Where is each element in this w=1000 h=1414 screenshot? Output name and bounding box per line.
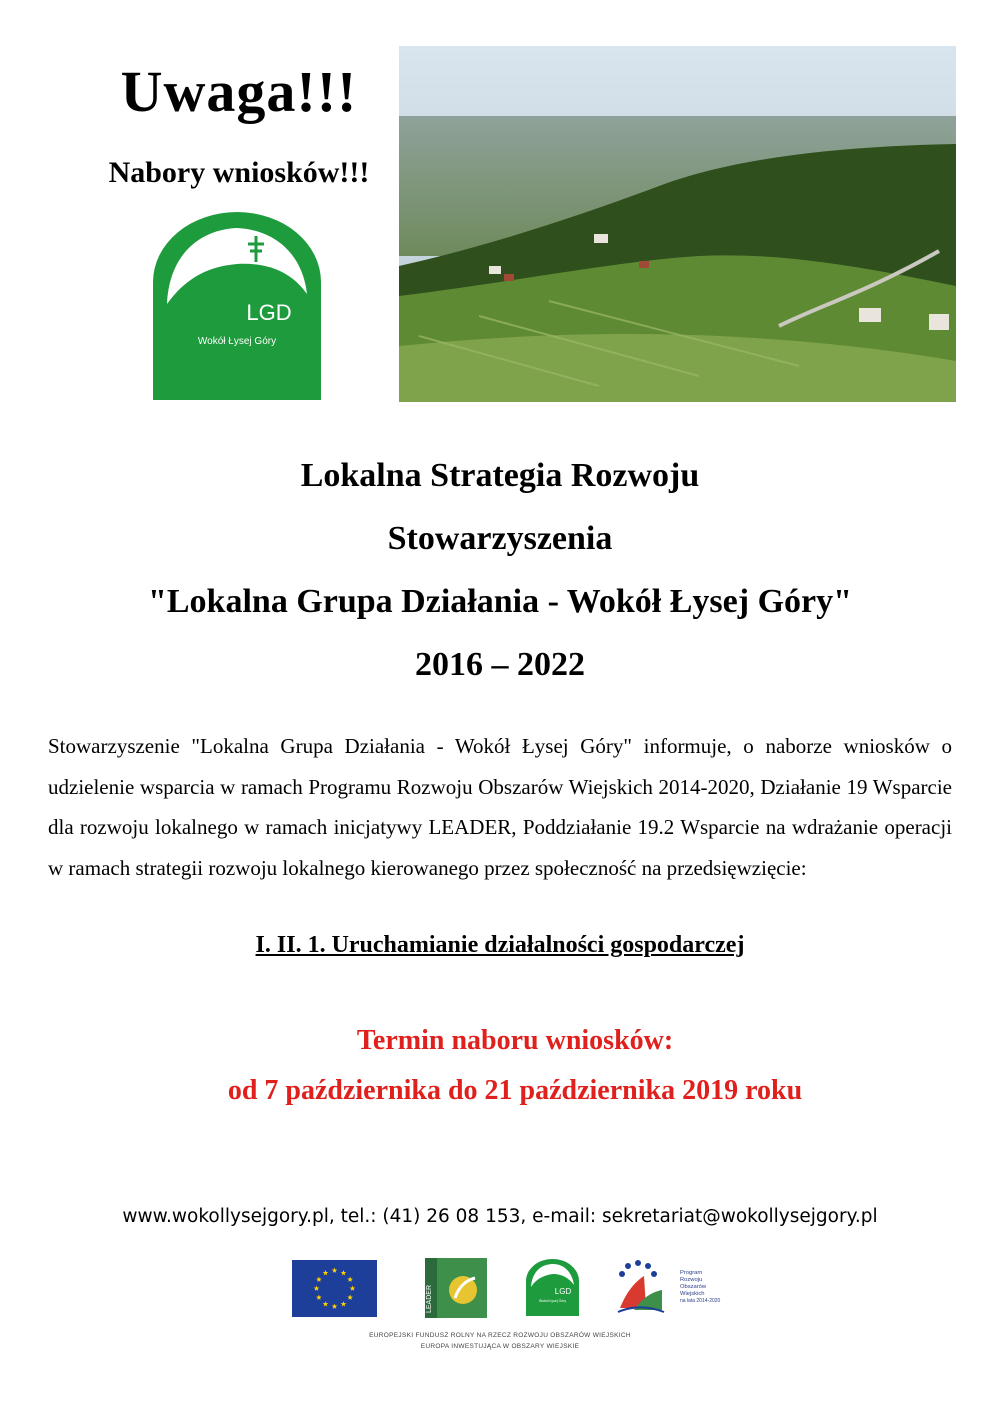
prow-line-4: Wiejskich [680,1291,705,1297]
prow-years: na lata 2014-2020 [680,1298,721,1304]
lgd-logo-name: Wokół Łysej Góry [197,336,277,347]
leader-logo-label: LEADER [426,1284,433,1313]
deadline-dates: od 7 października do 21 października 2019 roku [227,1075,803,1106]
operation-title: I. II. 1. Uruchamianie działalności gospodarczej [255,932,745,958]
landscape-photo [399,46,956,402]
prow-text [680,1270,740,1305]
footer-line-2: EUROPA INWESTUJĄCA W OBSZARY WIEJSKIE [420,1343,580,1350]
leader-logo [425,1258,487,1318]
heading-line-4: 2016 – 2022 [415,646,585,683]
deadline-label: Termin naboru wniosków: [356,1025,674,1056]
prow-logo [614,1258,666,1316]
announcement-paragraph: Stowarzyszenie "Lokalna Grupa Działania - Wokół Łysej Góry" informuje, o naborze wniosków o udzielenie wsparcia w ramach Programu Rozwoju Obszarów Wiejskich 2014-2020, Działanie 19 Wsparcie dla rozwoju lokalnego w ramach inicjatywy LEADER, Poddziałanie 19.2 Wsparcie na wdrażanie operacji w ramach strategii rozwoju lokalnego kierowanego przez społeczność na przedsięwzięcie: [48,734,952,881]
page-subtitle: Nabory wniosków!!! [108,156,370,189]
footer-line-1: EUROPEJSKI FUNDUSZ ROLNY NA RZECZ ROZWOJU OBSZARÓW WIEJSKICH [369,1332,631,1339]
lgd-small-name: Wokół Łysej Góry [538,1299,567,1303]
eu-footer [0,1330,1000,1352]
partner-logos [0,1258,1000,1320]
prow-line-1: Program [680,1270,703,1276]
lgd-small-abbr: LGD [554,1287,572,1296]
lgd-logo-abbr: LGD [246,300,292,325]
heading-line-1: Lokalna Strategia Rozwoju [300,457,700,494]
eu-flag-icon [292,1260,377,1317]
contact-line: www.wokollysejgory.pl, tel.: (41) 26 08 153, e-mail: sekretariat@wokollysejgory.pl [122,1206,878,1227]
deadline-section [30,1018,1000,1118]
page-title: Uwaga!!! [120,59,358,124]
prow-line-2: Rozwoju [680,1277,703,1283]
heading-line-2: Stowarzyszenia [387,520,613,557]
lgd-logo [153,212,321,400]
heading-line-3: "Lokalna Grupa Działania - Wokół Łysej Góry" [148,583,852,620]
lgd-small-logo [526,1259,579,1316]
strategy-headings [0,450,1000,702]
prow-line-3: Obszarów [680,1284,707,1290]
